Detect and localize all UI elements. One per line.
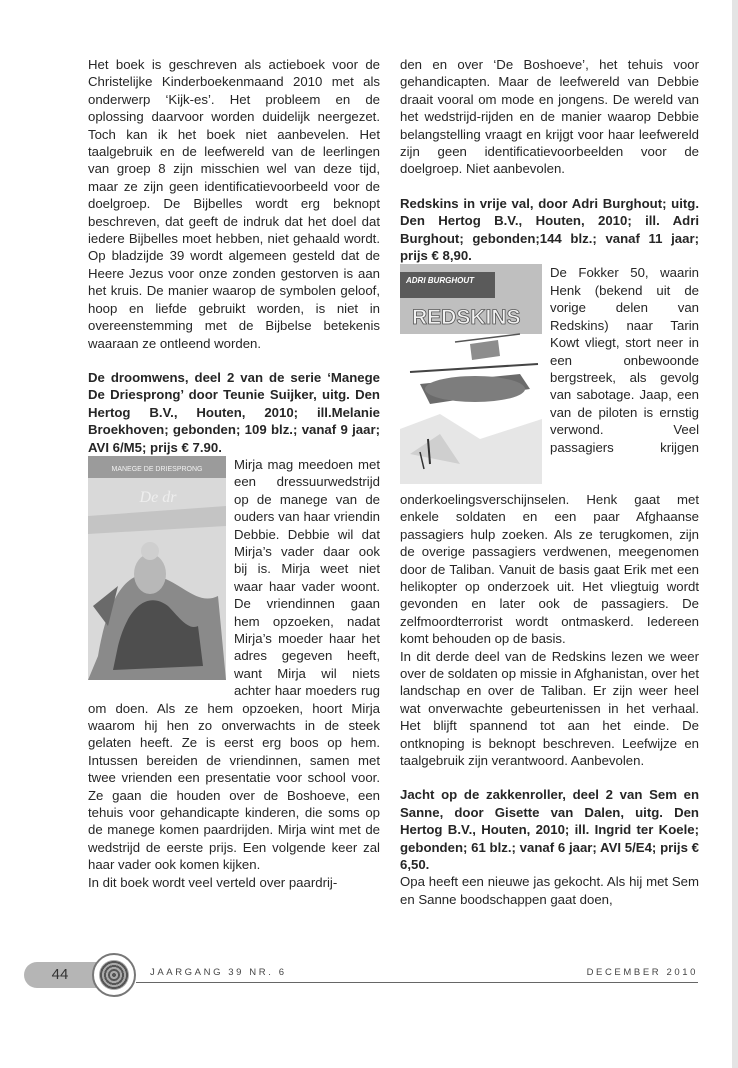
review-heading: Jacht op de zakkenroller, deel 2 van Sem en Sanne, door Gisette van Dalen, uitg. Den Hertog B.V., Houten, 2010; ill. Ingrid ter Koele; gebonden; 61 blz.; vanaf 6 jaar; AVI 5/E4; prijs € 6,50.	[400, 787, 699, 872]
review-heading: De droomwens, deel 2 van de serie ‘Manege De Driesprong’ door Teunie Suijker, uitg. Den Hertog B.V., Houten, 2010; ill.Melanie Broekhoven; gebonden; 109 blz.; vanaf 9 jaar; AVI 6/M5; prijs € 7.90.	[88, 369, 380, 455]
paragraph: den en over ‘De Boshoeve’, het tehuis voor gehandicapten. Maar de leefwereld van Debbie draait vooral om mode en jongens. De wereld van het wedstrijd-rijden en de manier waarop Debbie belangstelling vraagt en krijgt voor haar leefwereld zijn geen identificatievoorbeelden voor de doelgroep. Niet aanbevolen.	[400, 57, 699, 177]
cover-author-text: ADRI BURGHOUT	[406, 276, 474, 286]
page-number: 44	[24, 962, 96, 988]
page-spine	[732, 0, 738, 1068]
paragraph: De Fokker 50, waarin Henk (bekend uit de vorige delen van Redskins) naar Tarin Kowt vliegt, stort neer in een onbewoonde bergstreek, als gevolg van sabotage. Jaap, een van de piloten is ernstig verwond. Veel passagiers krijgen onderkoelingsverschijnselen. Henk gaat met enkele soldaten en een paar Afghaanse passagiers hulp zoeken. Als ze terugkomen, zijn de overige passagiers verdwenen, meegenomen door de Taliban. Vanuit de basis gaat Erik met een helikopter op onderzoek uit. Het vliegtuig wordt gevonden en later ook de passagiers. De zelfmoordterrorist wordt ontmaskerd. Iedereen komt behouden op de basis.	[400, 265, 699, 647]
book-cover-de-droomwens	[88, 456, 226, 684]
footer-divider	[136, 982, 698, 983]
paragraph: Opa heeft een nieuwe jas gekocht. Als hij met Sem en Sanne boodschappen gaat doen,	[400, 874, 699, 907]
cover-title-text: REDSKINS	[412, 306, 521, 330]
left-column	[88, 56, 380, 891]
paragraph: In dit boek wordt veel verteld over paardrij-	[88, 874, 338, 890]
paragraph: Het boek is geschreven als actieboek voor de Christelijke Kinderboekenmaand 2010 met als onderwerp ‘Kijk-es’. Het probleem en de oplossing daarvoor worden duidelijk neergezet. Toch kan ik het boek niet aanbevelen. Het taalgebruik en de leefwereld van de leerlingen van groep 8 zijn misschien wel van deze tijd, maar ze zijn geen identificatievoorbeeld voor de doelgroep. De Bijbelles wordt erg beknopt beschreven, dat geeft de indruk dat het doel dat iedere Bijbelles moet hebben, niet gehaald wordt. Op bladzijde 39 wordt algemeen gesteld dat de Heere Jezus voor onze zonden gestorven is aan het kruis. De manier waarop de symbolen geloof, hoop en liefde gebruikt worden, is niet in overeenstemming met de Bijbelse betekenis waaraan ze ontleend worden.	[88, 57, 380, 351]
footer-volume: JAARGANG 39 NR. 6	[150, 967, 287, 978]
review-heading: Redskins in vrije val, door Adri Burghout; uitg. Den Hertog B.V., Houten, 2010; ill. Adri Burghout; gebonden;144 blz.; vanaf 11 jaar; prijs € 8,90.	[400, 195, 699, 264]
cover-illustration	[400, 264, 542, 484]
cover-illustration	[88, 456, 226, 680]
right-column	[400, 56, 699, 908]
book-cover-redskins	[400, 264, 542, 488]
paragraph: Mirja mag meedoen met een dressuurwedstrijd op de manege van de ouders van haar vriendin Debbie. Debbie wil dat Mirja’s vader daar ook bij is. Mirja weet niet waar haar vader woont. De vriendinnen gaan hem opzoeken, nadat Mirja’s moeder haar het adres gegeven heeft, want Mirja wil niets achter haar moeders rug om doen. Als ze hem opzoeken, hoort Mirja waarom hij hen zo onverwachts in de steek gelaten heeft. Ze is eerst erg boos op hem. Intussen bereiden de vriendinnen, samen met twee vrienden een presentatie voor school voor. Ze gaan die houden over de Boshoeve, een tehuis voor gehandicapte kinderen, die soms op de manege komen paardrijden. Mirja wint met de wedstrijd de eerste prijs. Een volgende keer zal haar vader ook komen kijken.	[88, 456, 380, 873]
page-footer	[0, 950, 738, 1000]
paragraph: In dit derde deel van de Redskins lezen we weer over de soldaten op missie in Afghanistan, over het landschap en over de Taliban. Er zijn weer heel wat onverwachte gebeurtenissen in het verhaal. Het blijft spannend tot aan het einde. De ontknoping is beknopt beschreven. Leefwijze en taalgebruik zijn verantwoord. Aanbevolen.	[400, 648, 699, 768]
svg-text:De dr: De dr	[139, 488, 177, 506]
footer-date: DECEMBER 2010	[586, 967, 698, 978]
seal-icon	[92, 953, 136, 997]
cover-series-text: MANEGE DE DRIESPRONG	[111, 465, 203, 473]
